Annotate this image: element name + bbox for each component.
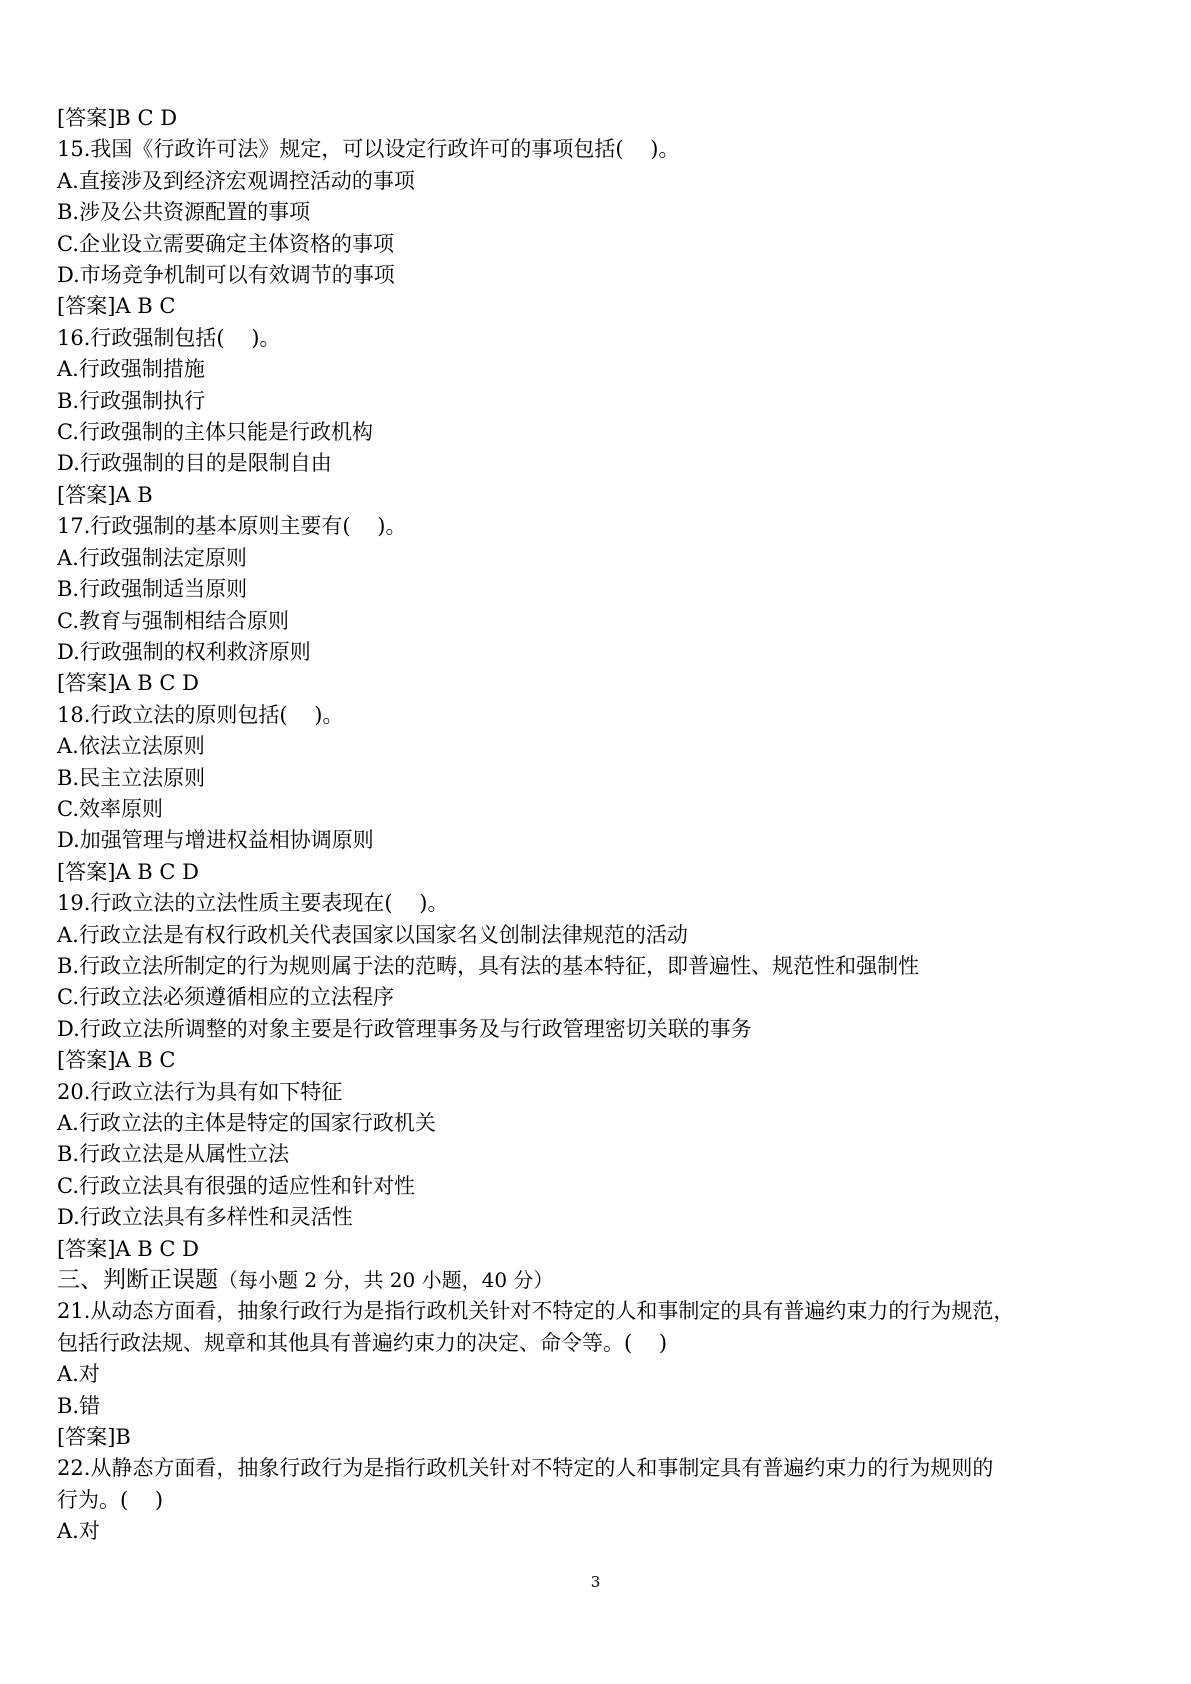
answer-line: [答案]A B C bbox=[57, 294, 176, 319]
option-line: B.民主立法原则 bbox=[57, 765, 206, 790]
option-line: A.行政强制措施 bbox=[57, 357, 205, 382]
document-body bbox=[57, 103, 1147, 1548]
option-line: A.直接涉及到经济宏观调控活动的事项 bbox=[57, 168, 415, 193]
option-line: C.行政立法具有很强的适应性和针对性 bbox=[57, 1173, 415, 1198]
option-line: C.行政强制的主体只能是行政机构 bbox=[57, 420, 373, 445]
option-line: A.行政立法的主体是特定的国家行政机关 bbox=[57, 1111, 436, 1135]
option-line: B.行政强制适当原则 bbox=[57, 577, 248, 602]
option-line: A.行政强制法定原则 bbox=[57, 545, 247, 570]
option-line: D.行政立法所调整的对象主要是行政管理事务及与行政管理密切关联的事务 bbox=[57, 1016, 752, 1041]
question-21-line-1: 21.从动态方面看，抽象行政行为是指行政机关针对不特定的人和事制定的具有普遍约束力的行为规范， bbox=[57, 1299, 1015, 1324]
answer-line: [答案]A B C D bbox=[57, 1236, 199, 1261]
option-line: A.行政立法是有权行政机关代表国家以国家名义创制法律规范的活动 bbox=[57, 922, 688, 947]
answer-line: [答案]B C D bbox=[57, 106, 178, 130]
option-line: C.教育与强制相结合原则 bbox=[57, 608, 289, 633]
option-line: C.效率原则 bbox=[57, 796, 163, 821]
question-line: 15.我国《行政许可法》规定，可以设定行政许可的事项包括( )。 bbox=[57, 137, 680, 162]
option-line: B.行政立法所制定的行为规则属于法的范畴，具有法的基本特征，即普遍性、规范性和强制性 bbox=[57, 953, 920, 978]
option-line: C.行政立法必须遵循相应的立法程序 bbox=[57, 985, 394, 1010]
question-line: 19.行政立法的立法性质主要表现在( )。 bbox=[57, 891, 449, 916]
question-line: 18.行政立法的原则包括( )。 bbox=[57, 702, 344, 727]
question-line: 16.行政强制包括( )。 bbox=[57, 325, 281, 350]
page-number: 3 bbox=[590, 1573, 601, 1591]
question-22-option-a: A.对 bbox=[57, 1519, 100, 1544]
option-line: C.企业设立需要确定主体资格的事项 bbox=[57, 231, 394, 256]
question-21-answer: [答案]B bbox=[57, 1425, 131, 1450]
question-21-option-a: A.对 bbox=[57, 1362, 100, 1387]
answer-line: [答案]A B C D bbox=[57, 859, 199, 884]
question-22-line-2: 行为。( ) bbox=[57, 1487, 164, 1512]
option-line: D.市场竞争机制可以有效调节的事项 bbox=[57, 263, 395, 288]
option-line: B.行政立法是从属性立法 bbox=[57, 1142, 290, 1167]
question-22-line-1: 22.从静态方面看，抽象行政行为是指行政机关针对不特定的人和事制定具有普遍约束力的行为规则的 bbox=[57, 1456, 994, 1481]
section-title: 三、判断正误题 bbox=[57, 1267, 218, 1294]
answer-line: [答案]A B C D bbox=[57, 671, 199, 696]
question-line: 20.行政立法行为具有如下特征 bbox=[57, 1079, 343, 1104]
question-21-option-b: B.错 bbox=[57, 1393, 101, 1418]
section-heading bbox=[57, 1265, 1147, 1296]
section-scoring-note: （每小题 2 分，共 20 小题，40 分） bbox=[218, 1268, 554, 1293]
option-line: D.行政强制的权利救济原则 bbox=[57, 639, 311, 664]
option-line: A.依法立法原则 bbox=[57, 734, 205, 759]
answer-line: [答案]A B bbox=[57, 482, 153, 507]
question-list bbox=[57, 103, 1147, 1265]
answer-line: [答案]A B C bbox=[57, 1048, 176, 1073]
option-line: D.行政立法具有多样性和灵活性 bbox=[57, 1205, 353, 1230]
question-21-line-2: 包括行政法规、规章和其他具有普遍约束力的决定、命令等。( ) bbox=[57, 1330, 668, 1355]
question-line: 17.行政强制的基本原则主要有( )。 bbox=[57, 514, 407, 539]
option-line: D.加强管理与增进权益相协调原则 bbox=[57, 828, 374, 853]
option-line: D.行政强制的目的是限制自由 bbox=[57, 451, 332, 476]
option-line: B.行政强制执行 bbox=[57, 388, 206, 413]
option-line: B.涉及公共资源配置的事项 bbox=[57, 200, 311, 225]
